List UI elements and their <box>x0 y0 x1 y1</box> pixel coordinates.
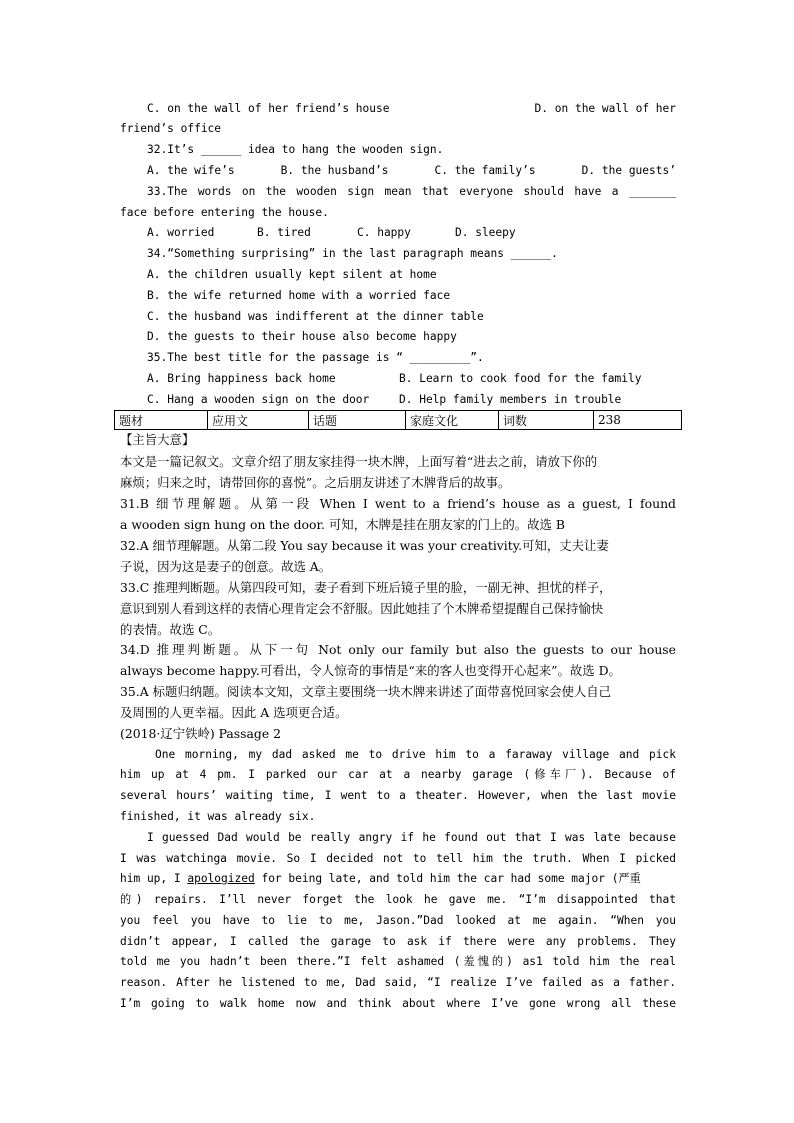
answer-34-line-2: always become happy.可看出，令人惊奇的事情是“来的客人也变得开心起来”。故选 D。 <box>120 663 621 678</box>
table-cell: 题材 <box>115 411 208 430</box>
answer-32-line-2: 子说，因为这是妻子的创意。故选 A。 <box>120 559 332 574</box>
passage-line: didn’t appear, I called the garage to ask if there were any problems. They <box>120 935 676 948</box>
passage-line: told me you hadn’t been there.”I felt ashamed (羞愧的) as1 told him the real <box>120 955 676 968</box>
q35-options-cd <box>147 391 676 409</box>
q35-stem: 35.The best title for the passage is “ _________”. <box>147 351 484 364</box>
passage-line: One morning, my dad asked me to drive him to a faraway village and pick <box>155 748 676 761</box>
q31-options-cd <box>147 100 676 118</box>
analysis-summary-1: 本文是一篇记叙文。文章介绍了朋友家挂得一块木牌，上面写着“进去之前，请放下你的 <box>120 454 598 469</box>
passage-line: you feel you have to lie to me, Jason.”Dad looked at me again. “When you <box>120 914 676 927</box>
answer-33-line-1: 33.C 推理判断题。从第四段可知，妻子看到下班后镜子里的脸，一副无神、担忧的样子， <box>120 580 612 595</box>
q33-option-c: C. happy <box>357 226 411 239</box>
q35-option-a: A. Bring happiness back home <box>147 372 336 385</box>
q33-option-b: B. tired <box>257 226 311 239</box>
q32-option-a: A. the wife’s <box>147 164 235 177</box>
q32-stem: 32.It’s ______ idea to hang the wooden sign. <box>147 143 444 156</box>
passage-line <box>120 870 676 888</box>
q32-options <box>147 162 676 180</box>
answer-35-line-2: 及周围的人更幸福。因此 A 选项更合适。 <box>120 705 348 720</box>
q32-option-d: D. the guests’ <box>581 164 676 177</box>
passage-line: finished, it was already six. <box>120 810 316 823</box>
passage-line: I’m going to walk home now and think about where I’ve gone wrong all these <box>120 997 676 1010</box>
passage-line: reason. After he listened to me, Dad said, “I realize I’ve failed as a father. <box>120 976 676 989</box>
q33-option-d: D. sleepy <box>455 226 516 239</box>
table-cell: 话题 <box>309 411 406 430</box>
q33-option-a: A. worried <box>147 226 215 239</box>
q31-option-c: C. on the wall of her friend’s house <box>147 102 390 115</box>
q32-option-b: B. the husband’s <box>280 164 389 177</box>
table-row <box>115 411 682 430</box>
q34-option-a: A. the children usually kept silent at home <box>147 268 437 281</box>
passage-line: 的) repairs. I’ll never forget the look he gave me. “I’m disappointed that <box>120 893 676 906</box>
answer-31-line-2: a wooden sign hung on the door. 可知，木牌是挂在朋友家的门上的。故选 B <box>120 517 565 532</box>
answer-33-line-3: 的表情。故选 C。 <box>120 622 221 637</box>
table-cell: 家庭文化 <box>406 411 499 430</box>
answer-31-line-1: 31.B 细节理解题。从第一段 When I went to a friend’s house as a guest, I found <box>120 496 676 511</box>
q34-option-c: C. the husband was indifferent at the dinner table <box>147 310 484 323</box>
q33-stem-cont: face before entering the house. <box>120 206 329 219</box>
passage-line: I guessed Dad would be really angry if he found out that I was late because <box>147 831 676 844</box>
passage-text: for being late, and told him the car had some major (严重 <box>254 872 641 885</box>
q35-option-b: B. Learn to cook food for the family <box>399 372 642 385</box>
answer-35-line-1: 35.A 标题归纳题。阅读本文知，文章主要围绕一块木牌来讲述了面带喜悦回家会使人自己 <box>120 684 612 699</box>
q31-option-d: D. on the wall of her <box>534 102 676 115</box>
passage-line: him up at 4 pm. I parked our car at a nearby garage (修车厂). Because of <box>120 768 676 781</box>
q35-option-d: D. Help family members in trouble <box>399 393 622 406</box>
answer-33-line-2: 意识到别人看到这样的表情心理肯定会不舒服。因此她挂了个木牌希望提醒自己保持愉快 <box>120 601 604 616</box>
answer-34-line-1: 34.D 推理判断题。从下一句 Not only our family but also the guests to our house <box>120 642 676 657</box>
passage-line: several hours’ waiting time, I went to a theater. However, when the last movie <box>120 789 676 802</box>
table-cell: 238 <box>594 411 682 430</box>
q33-stem: 33.The words on the wooden sign mean that everyone should have a _______ <box>147 185 676 198</box>
q34-option-d: D. the guests to their house also become happy <box>147 330 457 343</box>
table-cell: 词数 <box>499 411 594 430</box>
analysis-heading: 【主旨大意】 <box>120 432 195 447</box>
meta-table <box>114 410 682 430</box>
q35-option-c: C. Hang a wooden sign on the door <box>147 393 370 406</box>
passage-2-source: (2018·辽宁铁岭) Passage 2 <box>120 726 281 741</box>
q35-options-ab <box>147 370 676 388</box>
q31-option-d-cont: friend’s office <box>120 122 222 135</box>
q34-stem: 34.“Something surprising” in the last paragraph means ______. <box>147 247 558 260</box>
answer-32-line-1: 32.A 细节理解题。从第二段 You say because it was your creativity.可知，丈夫让妻 <box>120 538 609 553</box>
passage-text: him up, I <box>120 872 188 885</box>
q33-options <box>147 224 527 242</box>
underlined-word-apologized: apologized <box>187 872 255 885</box>
q34-option-b: B. the wife returned home with a worried face <box>147 289 451 302</box>
q32-option-c: C. the family’s <box>434 164 536 177</box>
table-cell: 应用文 <box>208 411 309 430</box>
analysis-summary-2: 麻烦；归来之时，请带回你的喜悦”。之后朋友讲述了木牌背后的故事。 <box>120 475 511 490</box>
passage-line: I was watchinga movie. So I decided not to tell him the truth. When I picked <box>120 852 676 865</box>
